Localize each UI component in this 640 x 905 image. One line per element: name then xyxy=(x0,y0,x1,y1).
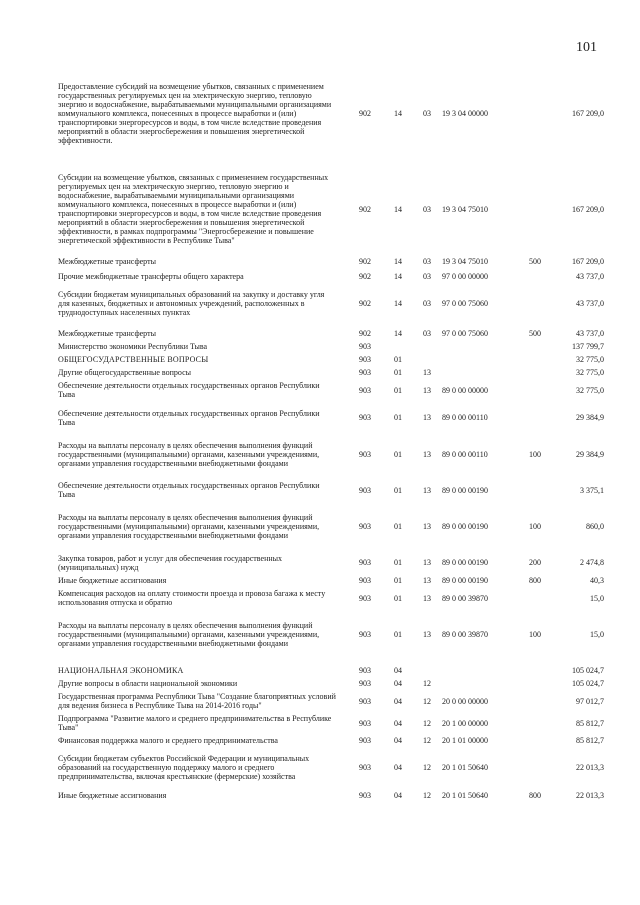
cell-vr xyxy=(520,77,550,149)
cell-pr: 13 xyxy=(423,629,431,639)
cell-rz: 01 xyxy=(394,485,402,495)
cell-csr xyxy=(442,366,520,379)
cell-pr: 12 xyxy=(423,679,431,688)
cell-rz: 14 xyxy=(394,298,402,308)
cell-rz: 04 xyxy=(394,679,402,688)
cell-rz: 01 xyxy=(394,558,402,567)
cell-ved: 902 xyxy=(359,257,371,266)
cell-vr: 500 xyxy=(529,257,541,266)
cell-pr: 13 xyxy=(423,558,431,567)
cell-csr: 20 1 00 00000 xyxy=(442,718,488,728)
table-row xyxy=(58,379,604,401)
cell-csr: 97 0 00 75060 xyxy=(442,298,488,308)
budget-table-body xyxy=(58,77,604,802)
table-row xyxy=(58,77,604,149)
cell-ved: 903 xyxy=(359,342,371,351)
cell-pr: 13 xyxy=(423,521,431,531)
cell-sum: 167 209,0 xyxy=(572,257,604,266)
cell-sum: 97 012,7 xyxy=(576,696,604,706)
page-number: 101 xyxy=(576,40,597,55)
cell-pr xyxy=(412,664,442,677)
cell-vr xyxy=(520,353,550,366)
cell-csr xyxy=(442,677,520,690)
cell-name: Подпрограмма "Развитие малого и среднего предпринимательства в Республике Тыва" xyxy=(58,714,332,732)
cell-pr: 03 xyxy=(423,329,431,338)
cell-name: Межбюджетные трансферты xyxy=(58,329,156,338)
cell-pr: 03 xyxy=(423,108,431,118)
cell-rz xyxy=(384,340,412,353)
cell-ved: 903 xyxy=(359,413,371,422)
cell-name: Расходы на выплаты персоналу в целях обеспечения выполнения функций государственными (муниципальными) органами, казенными учреждениями, органами управления государственными внебюджетными фондами xyxy=(58,620,320,648)
cell-name: НАЦИОНАЛЬНАЯ ЭКОНОМИКА xyxy=(58,666,184,675)
cell-sum: 29 384,9 xyxy=(576,413,604,422)
cell-name: Прочие межбюджетные трансферты общего характера xyxy=(58,272,244,281)
cell-csr: 20 0 00 00000 xyxy=(442,696,488,706)
cell-vr xyxy=(520,479,550,501)
cell-ved: 903 xyxy=(359,449,371,459)
cell-sum: 32 775,0 xyxy=(576,355,604,364)
cell-name: ОБЩЕГОСУДАРСТВЕННЫЕ ВОПРОСЫ xyxy=(58,355,209,364)
cell-vr xyxy=(520,690,550,712)
cell-sum: 43 737,0 xyxy=(576,272,604,281)
table-row xyxy=(58,734,604,747)
cell-ved: 903 xyxy=(359,576,371,585)
cell-rz: 01 xyxy=(394,385,402,395)
table-row xyxy=(58,677,604,690)
cell-csr xyxy=(442,353,520,366)
cell-ved: 902 xyxy=(359,329,371,338)
cell-pr: 12 xyxy=(423,718,431,728)
cell-vr xyxy=(520,379,550,401)
cell-csr: 97 0 00 00000 xyxy=(442,272,488,281)
cell-pr: 12 xyxy=(423,763,431,772)
cell-csr: 89 0 00 00190 xyxy=(442,521,488,531)
cell-rz: 04 xyxy=(394,696,402,706)
cell-name: Субсидии бюджетам субъектов Российской Федерации и муниципальных образований на государственную поддержку малого и среднего предпринимательства, включая крестьянские (фермерские) хозяйства xyxy=(58,754,310,781)
cell-ved: 902 xyxy=(359,272,371,281)
table-row xyxy=(58,479,604,501)
table-row xyxy=(58,614,604,654)
cell-pr: 12 xyxy=(423,736,431,745)
cell-csr: 19 3 04 00000 xyxy=(442,108,488,118)
cell-csr: 89 0 00 39870 xyxy=(442,593,488,603)
cell-csr: 89 0 00 00190 xyxy=(442,485,488,495)
cell-vr xyxy=(520,340,550,353)
row-spacer xyxy=(58,654,604,664)
cell-ved: 902 xyxy=(359,204,371,214)
cell-vr xyxy=(520,752,550,783)
cell-pr: 12 xyxy=(423,791,431,800)
cell-rz: 14 xyxy=(394,272,402,281)
cell-rz: 04 xyxy=(394,763,402,772)
cell-ved: 903 xyxy=(359,791,371,800)
table-row xyxy=(58,366,604,379)
cell-vr xyxy=(520,677,550,690)
cell-ved: 903 xyxy=(359,385,371,395)
cell-sum: 3 375,1 xyxy=(580,485,604,495)
table-row xyxy=(58,353,604,366)
cell-vr: 200 xyxy=(529,558,541,567)
cell-vr xyxy=(520,270,550,283)
cell-sum: 22 013,3 xyxy=(576,763,604,772)
cell-csr: 20 1 01 00000 xyxy=(442,736,488,745)
cell-pr: 13 xyxy=(423,385,431,395)
table-row xyxy=(58,270,604,283)
cell-ved: 903 xyxy=(359,696,371,706)
cell-ved: 903 xyxy=(359,521,371,531)
cell-pr xyxy=(412,353,442,366)
cell-name: Другие вопросы в области национальной экономики xyxy=(58,679,238,688)
cell-ved: 903 xyxy=(359,763,371,772)
cell-name: Обеспечение деятельности отдельных государственных органов Республики Тыва xyxy=(58,408,320,427)
cell-rz: 14 xyxy=(394,257,402,266)
table-row xyxy=(58,163,604,255)
cell-name: Предоставление субсидий на возмещение убытков, связанных с применением государственных регулируемых цен на электрическую энергию, тепловую энергию и водоснабжение, вырабатываемыми муниципальными организациями коммунального комплекса, понесенных в процессе выработки и (или) транспортировки энергоресурсов и воды, в том числе вследствие проведения мероприятий в области энергосбережения и повышения энергетической эффективности. xyxy=(58,81,332,145)
cell-csr xyxy=(442,340,520,353)
table-row xyxy=(58,664,604,677)
cell-sum: 167 209,0 xyxy=(572,108,604,118)
cell-ved: 903 xyxy=(359,679,371,688)
cell-rz: 14 xyxy=(394,329,402,338)
table-row xyxy=(58,789,604,802)
cell-csr: 19 3 04 75010 xyxy=(442,257,488,266)
cell-vr: 100 xyxy=(529,629,541,639)
cell-sum: 40,3 xyxy=(590,576,604,585)
cell-sum: 32 775,0 xyxy=(576,385,604,395)
cell-rz: 04 xyxy=(394,791,402,800)
cell-name: Компенсация расходов на оплату стоимости проезда и провоза багажа к месту использования отпуска и обратно xyxy=(58,589,326,607)
cell-csr xyxy=(442,664,520,677)
cell-ved: 903 xyxy=(359,485,371,495)
cell-pr xyxy=(412,340,442,353)
cell-pr: 13 xyxy=(423,449,431,459)
cell-pr: 13 xyxy=(423,368,431,377)
cell-rz: 01 xyxy=(394,413,402,422)
table-row xyxy=(58,690,604,712)
cell-sum: 15,0 xyxy=(590,593,604,603)
cell-rz: 14 xyxy=(394,108,402,118)
cell-name: Иные бюджетные ассигнования xyxy=(58,576,167,585)
cell-name: Министерство экономики Республики Тыва xyxy=(58,342,208,351)
cell-ved: 903 xyxy=(359,593,371,603)
cell-vr xyxy=(520,283,550,323)
cell-name: Закупка товаров, работ и услуг для обеспечения государственных (муниципальных) нужд xyxy=(58,553,283,572)
cell-pr: 12 xyxy=(423,696,431,706)
cell-csr: 89 0 00 00190 xyxy=(442,558,488,567)
row-spacer-cell xyxy=(58,149,604,163)
cell-rz: 01 xyxy=(394,629,402,639)
cell-pr: 03 xyxy=(423,272,431,281)
cell-pr: 13 xyxy=(423,576,431,585)
cell-ved: 903 xyxy=(359,558,371,567)
cell-vr xyxy=(520,163,550,255)
budget-table xyxy=(58,77,604,802)
cell-rz: 01 xyxy=(394,593,402,603)
cell-vr: 500 xyxy=(529,329,541,338)
cell-pr: 03 xyxy=(423,257,431,266)
cell-vr: 100 xyxy=(529,449,541,459)
cell-sum: 2 474,8 xyxy=(580,558,604,567)
table-row xyxy=(58,255,604,268)
table-row xyxy=(58,574,604,587)
cell-csr: 89 0 00 00110 xyxy=(442,413,488,422)
cell-rz: 01 xyxy=(394,521,402,531)
cell-vr: 800 xyxy=(529,576,541,585)
cell-csr: 89 0 00 00110 xyxy=(442,449,488,459)
table-row xyxy=(58,587,604,609)
cell-sum: 32 775,0 xyxy=(576,368,604,377)
cell-vr xyxy=(520,712,550,734)
cell-pr: 13 xyxy=(423,593,431,603)
cell-csr: 89 0 00 39870 xyxy=(442,629,488,639)
cell-name: Субсидии бюджетам муниципальных образований на закупку и доставку угля для казенных, бюджетных и автономных учреждений, расположенных в труднодоступных населенных пунктах xyxy=(58,289,325,317)
cell-rz: 04 xyxy=(394,666,402,675)
cell-rz: 01 xyxy=(394,368,402,377)
cell-vr xyxy=(520,587,550,609)
cell-csr: 89 0 00 00190 xyxy=(442,576,488,585)
cell-name: Государственная программа Республики Тыва "Создание благоприятных условий для ведения бизнеса в Республике Тыва на 2014-2016 годы" xyxy=(58,692,336,710)
cell-csr: 20 1 01 50640 xyxy=(442,763,488,772)
cell-rz: 14 xyxy=(394,204,402,214)
cell-pr: 13 xyxy=(423,485,431,495)
cell-sum: 43 737,0 xyxy=(576,329,604,338)
cell-sum: 29 384,9 xyxy=(576,449,604,459)
row-spacer xyxy=(58,149,604,163)
cell-sum: 15,0 xyxy=(590,629,604,639)
cell-name: Расходы на выплаты персоналу в целях обеспечения выполнения функций государственными (муниципальными) органами, казенными учреждениями, органами управления государственными внебюджетными фондами xyxy=(58,440,320,468)
table-row xyxy=(58,327,604,340)
cell-sum: 85 812,7 xyxy=(576,718,604,728)
cell-vr: 100 xyxy=(529,521,541,531)
cell-rz: 01 xyxy=(394,355,402,364)
cell-csr: 19 3 04 75010 xyxy=(442,204,488,214)
cell-pr: 13 xyxy=(423,413,431,422)
cell-rz: 01 xyxy=(394,449,402,459)
table-row xyxy=(58,406,604,429)
cell-ved: 902 xyxy=(359,298,371,308)
table-row xyxy=(58,283,604,323)
cell-ved: 902 xyxy=(359,108,371,118)
cell-pr: 03 xyxy=(423,204,431,214)
cell-pr: 03 xyxy=(423,298,431,308)
table-row xyxy=(58,551,604,574)
cell-vr xyxy=(520,664,550,677)
table-row xyxy=(58,752,604,783)
cell-sum: 860,0 xyxy=(586,521,604,531)
cell-csr: 20 1 01 50640 xyxy=(442,791,488,800)
cell-ved: 903 xyxy=(359,368,371,377)
cell-vr: 800 xyxy=(529,791,541,800)
cell-sum: 137 799,7 xyxy=(572,342,604,351)
cell-sum: 85 812,7 xyxy=(576,736,604,745)
cell-ved: 903 xyxy=(359,736,371,745)
cell-csr: 97 0 00 75060 xyxy=(442,329,488,338)
cell-sum: 105 024,7 xyxy=(572,666,604,675)
cell-ved: 903 xyxy=(359,666,371,675)
cell-name: Финансовая поддержка малого и среднего предпринимательства xyxy=(58,736,278,745)
cell-vr xyxy=(520,366,550,379)
cell-vr xyxy=(520,734,550,747)
table-row xyxy=(58,712,604,734)
cell-name: Обеспечение деятельности отдельных государственных органов Республики Тыва xyxy=(58,381,320,399)
cell-rz: 01 xyxy=(394,576,402,585)
cell-rz: 04 xyxy=(394,718,402,728)
cell-ved: 903 xyxy=(359,629,371,639)
cell-ved: 903 xyxy=(359,355,371,364)
row-spacer-cell xyxy=(58,654,604,664)
cell-sum: 105 024,7 xyxy=(572,679,604,688)
cell-rz: 04 xyxy=(394,736,402,745)
cell-name: Расходы на выплаты персоналу в целях обеспечения выполнения функций государственными (муниципальными) органами, казенными учреждениями, органами управления государственными внебюджетными фондами xyxy=(58,512,320,540)
cell-ved: 903 xyxy=(359,718,371,728)
cell-vr xyxy=(520,406,550,429)
cell-name: Субсидии на возмещение убытков, связанных с применением государственных регулируемых цен на электрическую энергию, тепловую энергию и водоснабжение, вырабатываемыми муниципальными организациями коммунального комплекса, понесенных в процессе выработки и (или) транспортировки энергоресурсов и воды, в том числе вследствие проведения мероприятий в области энергосбережения и повышения энергетической эффективности, в рамках подпрограммы "Энергосбережение и повышение энергетической эффективности в Республике Тыва" xyxy=(58,173,329,245)
cell-name: Обеспечение деятельности отдельных государственных органов Республики Тыва xyxy=(58,481,320,499)
table-row xyxy=(58,434,604,474)
cell-name: Межбюджетные трансферты xyxy=(58,257,156,266)
cell-sum: 22 013,3 xyxy=(576,791,604,800)
cell-name: Другие общегосударственные вопросы xyxy=(58,368,192,377)
table-row xyxy=(58,506,604,546)
cell-csr: 89 0 00 00000 xyxy=(442,385,488,395)
cell-name: Иные бюджетные ассигнования xyxy=(58,791,167,800)
cell-sum: 167 209,0 xyxy=(572,204,604,214)
table-row xyxy=(58,340,604,353)
cell-sum: 43 737,0 xyxy=(576,298,604,308)
